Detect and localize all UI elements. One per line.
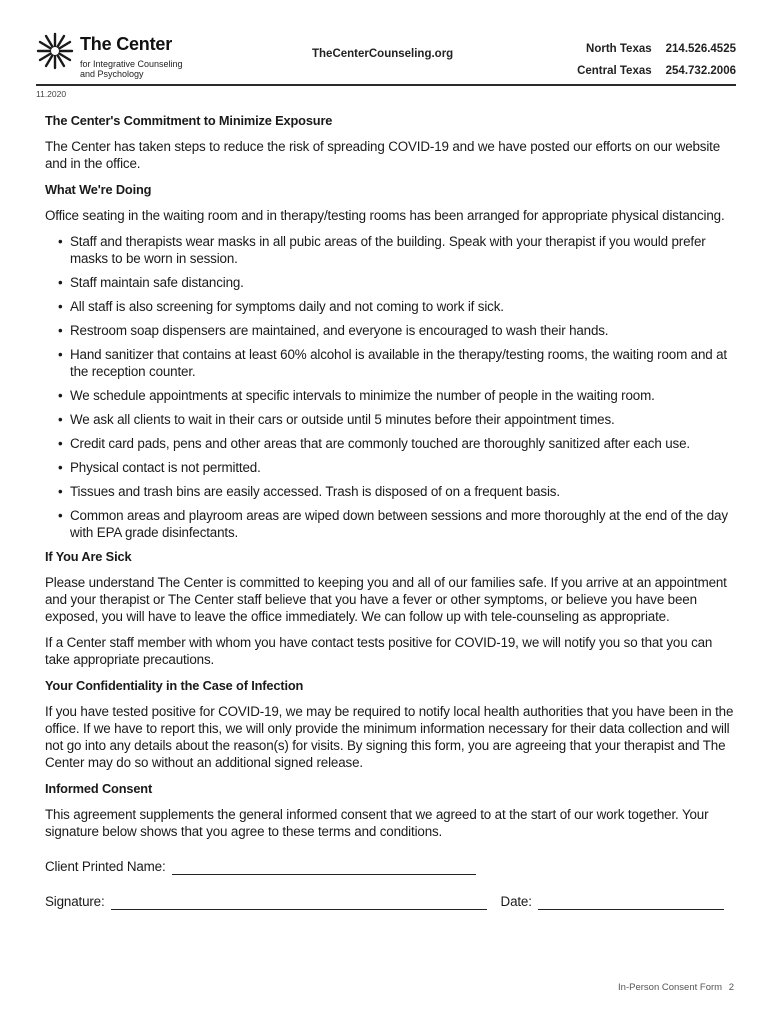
- phone-row: [577, 60, 736, 82]
- list-item-text: Restroom soap dispensers are maintained, and everyone is encouraged to wash their hands.: [70, 323, 609, 338]
- list-item-text: Credit card pads, pens and other areas that are commonly touched are thoroughly sanitized after each use.: [70, 436, 690, 451]
- phone-region: North Texas: [586, 43, 652, 55]
- sick-paragraph: If a Center staff member with whom you have contact tests positive for COVID-19, we will notify you so that you can take appropriate precautions.: [45, 635, 713, 667]
- phone-row: [577, 38, 736, 60]
- list-item: [45, 322, 735, 339]
- list-item-text: Tissues and trash bins are easily accessed. Trash is disposed of on a frequent basis.: [70, 484, 560, 499]
- what-intro-paragraph: Office seating in the waiting room and in therapy/testing rooms has been arranged for appropriate physical distancing.: [45, 208, 725, 223]
- list-item-text: Staff maintain safe distancing.: [70, 275, 244, 290]
- bullet-icon: •: [58, 412, 63, 427]
- date-label: Date:: [500, 894, 532, 909]
- phone-number[interactable]: 214.526.4525: [665, 43, 736, 55]
- page-number: 2: [728, 982, 734, 993]
- logo-subtitle: [80, 59, 183, 79]
- bullet-icon: •: [58, 460, 63, 475]
- list-item: [45, 483, 735, 500]
- sick-paragraph: Please understand The Center is committed to keeping you and all of our families safe. If you arrive at an appointment and your therapist or The Center staff believe that you have a fever or other symptoms, or believe you have been exposed, you will have to leave the office immediately. We can follow up with tele-counseling as appropriate.: [45, 575, 727, 624]
- section-heading-consent: Informed Consent: [45, 781, 153, 796]
- list-item: [45, 459, 735, 476]
- section-heading-sick: If You Are Sick: [45, 549, 132, 564]
- page-footer: [618, 982, 734, 993]
- logo-subtitle-line: and Psychology: [80, 69, 144, 79]
- logo-title: The Center: [80, 34, 173, 54]
- list-item: [45, 298, 735, 315]
- phone-number[interactable]: 254.732.2006: [665, 65, 736, 77]
- bullet-icon: •: [58, 275, 63, 290]
- client-name-field[interactable]: [172, 860, 476, 875]
- list-item: [45, 387, 735, 404]
- revision-date: 11.2020: [36, 89, 67, 99]
- list-item-text: Staff and therapists wear masks in all pubic areas of the building. Speak with your therapist if you would prefer masks to be worn in session.: [70, 234, 706, 266]
- list-item-text: Physical contact is not permitted.: [70, 460, 261, 475]
- list-item-text: We ask all clients to wait in their cars or outside until 5 minutes before their appointment times.: [70, 412, 615, 427]
- form-name: In-Person Consent Form: [618, 982, 723, 993]
- bullet-icon: •: [58, 347, 63, 362]
- list-item: [45, 274, 735, 291]
- bullet-icon: •: [58, 388, 63, 403]
- client-name-label: Client Printed Name:: [45, 859, 166, 874]
- signature-field[interactable]: [111, 895, 487, 910]
- list-item-text: Hand sanitizer that contains at least 60% alcohol is available in the therapy/testing rooms, the waiting room and at the reception counter.: [70, 347, 727, 379]
- list-item: [45, 346, 735, 380]
- confidentiality-paragraph: If you have tested positive for COVID-19, we may be required to notify local health authorities that you have been in the office. If we have to report this, we will only provide the minimum information necessary for their data collection and will not go into any details about the reason(s) for visits. By signing this form, you are agreeing that your therapist and The Center may do so without an additional signed release.: [45, 704, 734, 770]
- list-item-text: All staff is also screening for symptoms daily and not coming to work if sick.: [70, 299, 504, 314]
- bullet-icon: •: [58, 234, 63, 249]
- page-header: [36, 32, 736, 88]
- list-item: [45, 507, 735, 541]
- intro-paragraph: The Center has taken steps to reduce the risk of spreading COVID-19 and we have posted our efforts on our website and in the office.: [45, 139, 721, 171]
- section-heading-what: What We're Doing: [45, 182, 152, 197]
- bullet-icon: •: [58, 508, 63, 523]
- measures-list: [45, 233, 735, 541]
- list-item: [45, 233, 735, 267]
- consent-paragraph: This agreement supplements the general informed consent that we agreed to at the start of our work together. Your signature below shows that you agree to these terms and conditions.: [45, 807, 709, 839]
- date-field[interactable]: [538, 895, 724, 910]
- list-item-text: We schedule appointments at specific intervals to minimize the number of people in the waiting room.: [70, 388, 655, 403]
- bullet-icon: •: [58, 484, 63, 499]
- client-name-row: [45, 858, 735, 875]
- header-divider: [36, 84, 736, 86]
- website-link[interactable]: TheCenterCounseling.org: [312, 48, 454, 60]
- phone-list: [577, 38, 736, 82]
- list-item: [45, 435, 735, 452]
- section-heading-confidentiality: Your Confidentiality in the Case of Infection: [45, 678, 304, 693]
- signature-label: Signature:: [45, 894, 105, 909]
- bullet-icon: •: [58, 323, 63, 338]
- signature-row: [45, 893, 735, 910]
- list-item-text: Common areas and playroom areas are wiped down between sessions and more thoroughly at the end of the day with EPA grade disinfectants.: [70, 508, 728, 540]
- logo-icon: [36, 32, 74, 70]
- bullet-icon: •: [58, 299, 63, 314]
- bullet-icon: •: [58, 436, 63, 451]
- list-item: [45, 411, 735, 428]
- document-body: [45, 112, 735, 910]
- phone-region: Central Texas: [577, 65, 652, 77]
- logo-subtitle-line: for Integrative Counseling: [80, 59, 183, 69]
- document-title: The Center's Commitment to Minimize Exposure: [45, 113, 333, 128]
